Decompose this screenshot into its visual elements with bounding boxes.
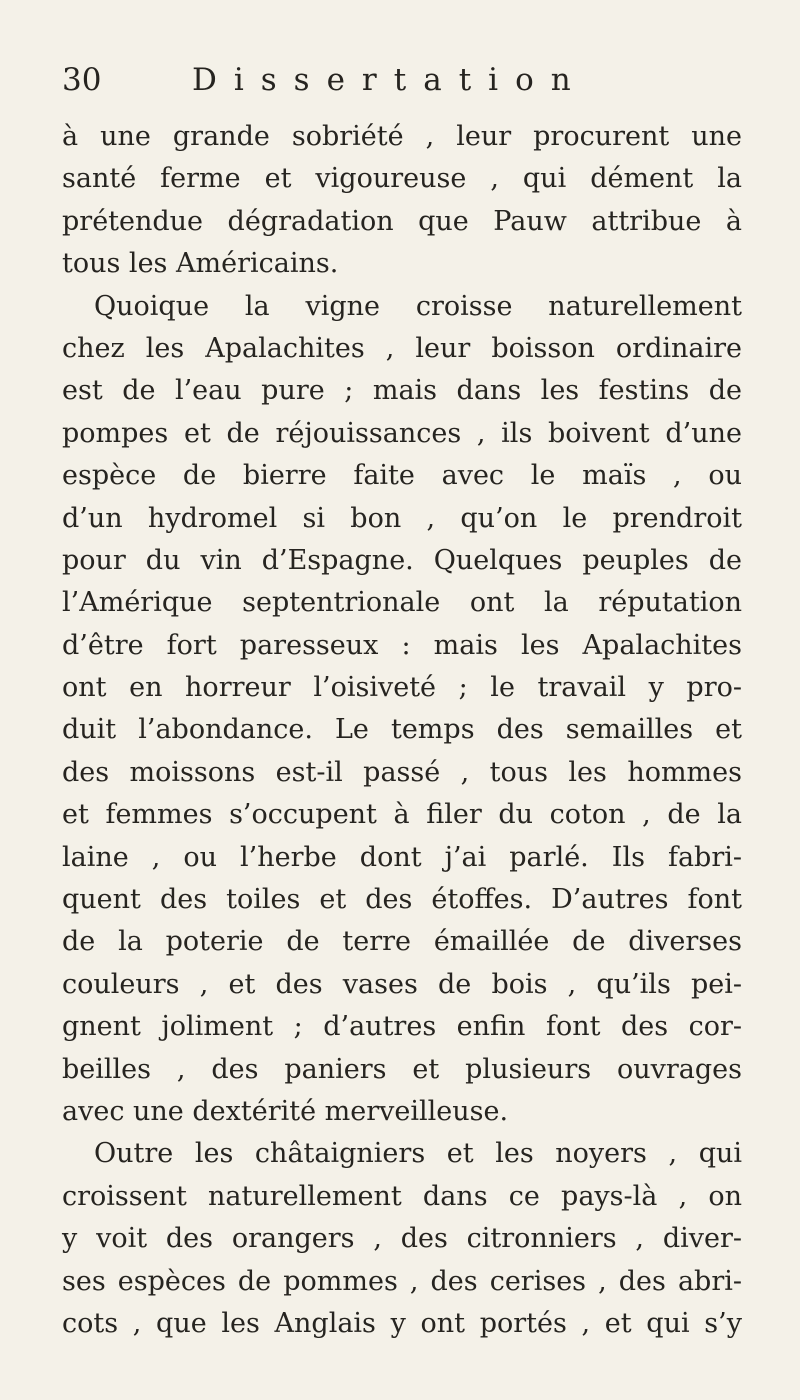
body-text — [62, 116, 742, 1345]
text-line: Quoique la vigne croisse naturellement — [94, 290, 742, 322]
text-line: d’être fort paresseux : mais les Apalachites — [62, 629, 742, 661]
text-line: à une grande sobriété , leur procurent une — [62, 121, 742, 152]
text-line: est de l’eau pure ; mais dans les festins de — [62, 375, 742, 407]
running-title: Dissertation — [192, 62, 588, 98]
text-line: Outre les châtaigniers et les noyers , qui — [94, 1138, 742, 1170]
text-line: santé ferme et vigoureuse , qui dément la — [62, 163, 742, 195]
text-line: croissent naturellement dans ce pays-là , on — [62, 1180, 742, 1212]
running-head — [62, 62, 742, 110]
text-line: l’Amérique septentrionale ont la réputation — [62, 587, 742, 619]
text-line: pompes et de réjouissances , ils boivent d’une — [62, 417, 742, 449]
text-line: prétendue dégradation que Pauw attribue à — [62, 205, 742, 237]
text-line: ont en horreur l’oisiveté ; le travail y pro- — [62, 672, 742, 704]
text-line: avec une dextérité merveilleuse. — [62, 1095, 509, 1127]
text-line: ses espèces de pommes , des cerises , des abri- — [62, 1265, 742, 1297]
text-line: quent des toiles et des étoffes. D’autres font — [62, 884, 742, 916]
page-number: 30 — [62, 62, 102, 98]
text-line: y voit des orangers , des citronniers , diver- — [62, 1223, 742, 1255]
text-line: gnent joliment ; d’autres enfin font des cor- — [62, 1011, 742, 1043]
text-line: tous les Américains. — [62, 248, 339, 280]
text-line: espèce de bierre faite avec le maïs , ou — [62, 460, 742, 492]
text-line: couleurs , et des vases de bois , qu’ils pei- — [62, 968, 742, 1000]
text-line: chez les Apalachites , leur boisson ordinaire — [62, 332, 742, 364]
text-line: duit l’abondance. Le temps des semailles et — [62, 714, 742, 746]
text-line: laine , ou l’herbe dont j’ai parlé. Ils fabri- — [62, 841, 742, 873]
text-line: beilles , des paniers et plusieurs ouvrages — [62, 1053, 742, 1085]
text-line: de la poterie de terre émaillée de diverses — [62, 926, 742, 958]
text-line: pour du vin d’Espagne. Quelques peuples de — [62, 544, 742, 576]
text-line: d’un hydromel si bon , qu’on le prendroit — [62, 502, 742, 534]
text-line: et femmes s’occupent à filer du coton , de la — [62, 799, 742, 831]
text-line: cots , que les Anglais y ont portés , et qui s’y — [62, 1307, 742, 1339]
text-line: des moissons est-il passé , tous les hommes — [62, 756, 742, 788]
